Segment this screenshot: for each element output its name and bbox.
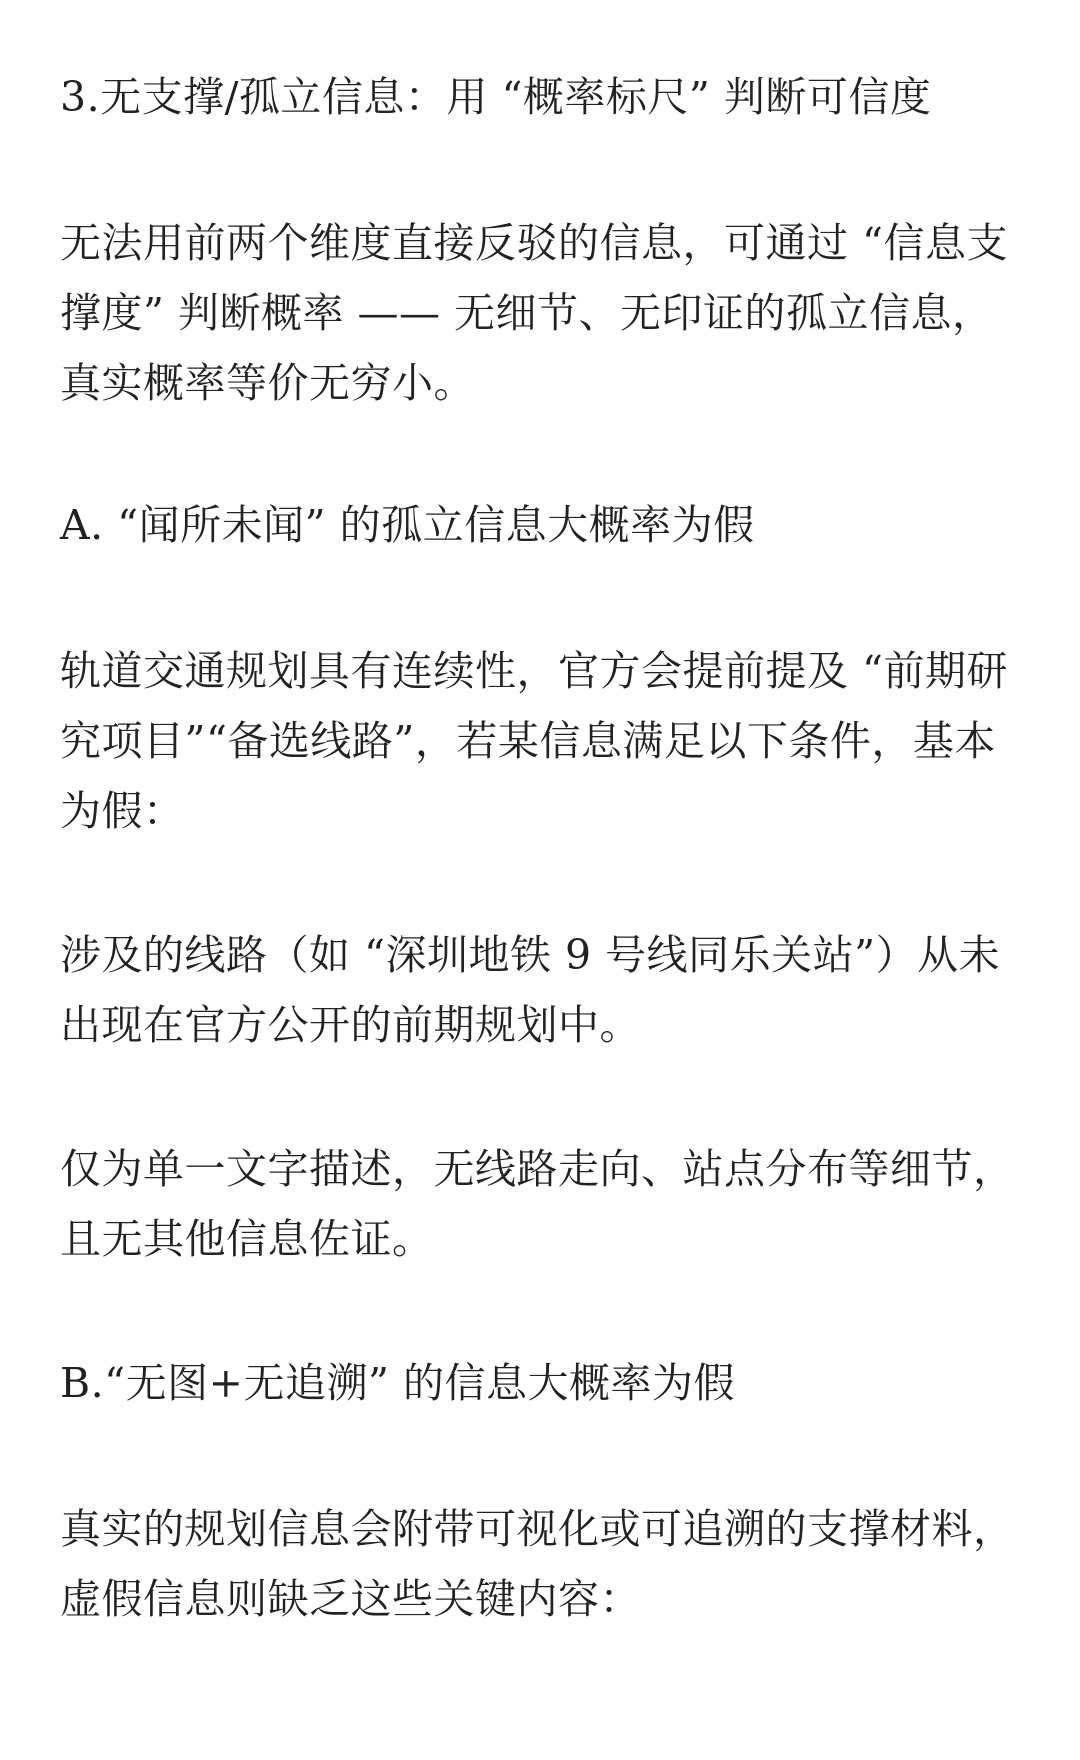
subsection-b-body: 真实的规划信息会附带可视化或可追溯的支撑材料，虚假信息则缺乏这些关键内容： [60, 1505, 1015, 1623]
subsection-a-point-2: 仅为单一文字描述，无线路走向、站点分布等细节，且无其他信息佐证。 [60, 1145, 1015, 1263]
subsection-b-title: B.“无图+无追溯” 的信息大概率为假 [60, 1359, 735, 1407]
subsection-a-title: A. “闻所未闻” 的孤立信息大概率为假 [60, 501, 755, 549]
subsection-a-body: 轨道交通规划具有连续性，官方会提前提及 “前期研究项目”“备选线路”，若某信息满足以下条件，基本为假： [60, 647, 1008, 835]
subsection-a-point-1: 涉及的线路（如 “深圳地铁 9 号线同乐关站”）从未出现在官方公开的前期规划中。 [60, 931, 1001, 1049]
intro-paragraph: 无法用前两个维度直接反驳的信息，可通过 “信息支撑度” 判断概率 —— 无细节、无印证的孤立信息，真实概率等价无穷小。 [60, 219, 1008, 407]
section-title: 3.无支撑/孤立信息：用 “概率标尺” 判断可信度 [60, 73, 932, 121]
